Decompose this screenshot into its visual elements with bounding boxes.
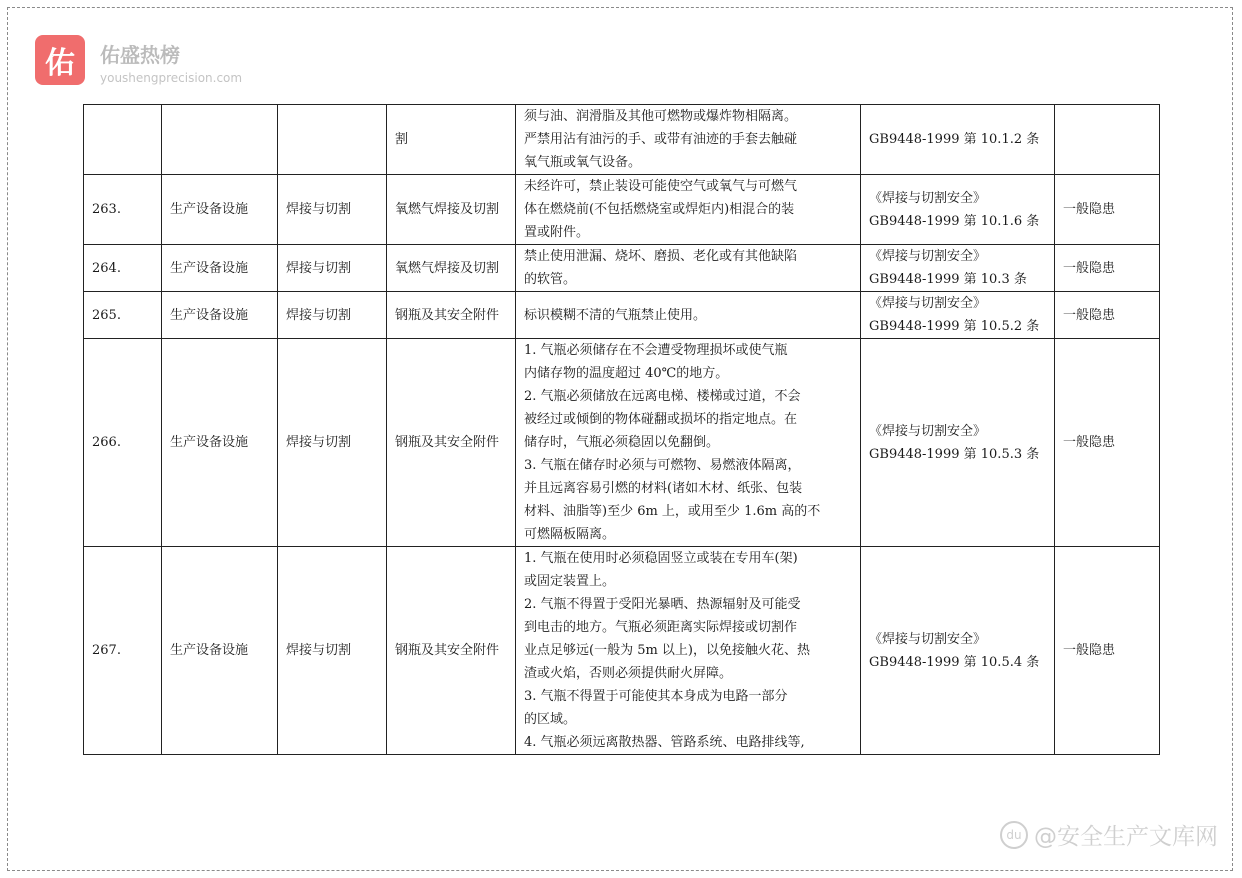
cell-category bbox=[162, 105, 278, 175]
cell-type: 焊接与切割 bbox=[278, 245, 387, 292]
cell-ref: 《焊接与切割安全》 GB9448-1999 第 10.5.4 条 bbox=[861, 547, 1055, 755]
table-row bbox=[84, 245, 1160, 292]
cell-content: 未经许可，禁止装设可能使空气或氧气与可燃气 体在燃烧前(不包括燃烧室或焊炬内)相混合的装 置或附件。 bbox=[516, 175, 861, 245]
paw-icon: du bbox=[1000, 821, 1028, 849]
cell-type: 焊接与切割 bbox=[278, 547, 387, 755]
cell-item: 割 bbox=[387, 105, 516, 175]
cell-type: 焊接与切割 bbox=[278, 175, 387, 245]
cell-no: 266. bbox=[84, 339, 162, 547]
hazard-table bbox=[83, 104, 1160, 755]
table-row bbox=[84, 339, 1160, 547]
cell-content: 1. 气瓶必须储存在不会遭受物理损坏或使气瓶 内储存物的温度超过 40℃的地方。 2. 气瓶必须储放在远离电梯、楼梯或过道，不会 被经过或倾倒的物体碰翻或损坏的指定地点。在 储存时，气瓶必须稳固以免翻倒。 3. 气瓶在储存时必须与可燃物、易燃液体隔离， 并且远离容易引燃的材料(诸如木材、纸张、包装 材料、油脂等)至少 6m 上，或用至少 1.6m 高的不 可燃隔板隔离。 bbox=[516, 339, 861, 547]
cell-no bbox=[84, 105, 162, 175]
table-row bbox=[84, 547, 1160, 755]
cell-content: 禁止使用泄漏、烧坏、磨损、老化或有其他缺陷 的软管。 bbox=[516, 245, 861, 292]
cell-item: 氧燃气焊接及切割 bbox=[387, 175, 516, 245]
cell-level: 一般隐患 bbox=[1055, 175, 1160, 245]
cell-no: 263. bbox=[84, 175, 162, 245]
cell-no: 264. bbox=[84, 245, 162, 292]
cell-content: 须与油、润滑脂及其他可燃物或爆炸物相隔离。 严禁用沾有油污的手、或带有油迹的手套去触碰 氧气瓶或氧气设备。 bbox=[516, 105, 861, 175]
cell-category: 生产设备设施 bbox=[162, 292, 278, 339]
cell-ref: 《焊接与切割安全》 GB9448-1999 第 10.5.3 条 bbox=[861, 339, 1055, 547]
cell-no: 267. bbox=[84, 547, 162, 755]
cell-no: 265. bbox=[84, 292, 162, 339]
cell-content: 标识模糊不清的气瓶禁止使用。 bbox=[516, 292, 861, 339]
cell-type bbox=[278, 105, 387, 175]
cell-item: 氧燃气焊接及切割 bbox=[387, 245, 516, 292]
cell-content: 1. 气瓶在使用时必须稳固竖立或装在专用车(架) 或固定装置上。 2. 气瓶不得置于受阳光暴晒、热源辐射及可能受 到电击的地方。气瓶必须距离实际焊接或切割作 业点足够远(一般为 5m 以上)，以免接触火花、热 渣或火焰，否则必须提供耐火屏障。 3. 气瓶不得置于可能使其本身成为电路一部分 的区域。 4. 气瓶必须远离散热器、管路系统、电路排线等, bbox=[516, 547, 861, 755]
cell-level: 一般隐患 bbox=[1055, 245, 1160, 292]
cell-ref: 《焊接与切割安全》 GB9448-1999 第 10.1.6 条 bbox=[861, 175, 1055, 245]
cell-type: 焊接与切割 bbox=[278, 339, 387, 547]
cell-ref: 《焊接与切割安全》 GB9448-1999 第 10.5.2 条 bbox=[861, 292, 1055, 339]
logo-name: 佑盛热榜 bbox=[100, 43, 180, 67]
cell-level bbox=[1055, 105, 1160, 175]
cell-ref: GB9448-1999 第 10.1.2 条 bbox=[861, 105, 1055, 175]
table-row bbox=[84, 105, 1160, 175]
cell-category: 生产设备设施 bbox=[162, 175, 278, 245]
logo-url: youshengprecision.com bbox=[100, 71, 243, 85]
cell-item: 钢瓶及其安全附件 bbox=[387, 547, 516, 755]
cell-item: 钢瓶及其安全附件 bbox=[387, 339, 516, 547]
table-row bbox=[84, 175, 1160, 245]
table-row bbox=[84, 292, 1160, 339]
cell-category: 生产设备设施 bbox=[162, 547, 278, 755]
cell-level: 一般隐患 bbox=[1055, 547, 1160, 755]
cell-item: 钢瓶及其安全附件 bbox=[387, 292, 516, 339]
logo-badge-icon: 佑 bbox=[35, 35, 85, 85]
watermark-text: @安全生产文库网 bbox=[1034, 824, 1218, 850]
cell-level: 一般隐患 bbox=[1055, 339, 1160, 547]
cell-level: 一般隐患 bbox=[1055, 292, 1160, 339]
cell-category: 生产设备设施 bbox=[162, 245, 278, 292]
cell-type: 焊接与切割 bbox=[278, 292, 387, 339]
cell-ref: 《焊接与切割安全》 GB9448-1999 第 10.3 条 bbox=[861, 245, 1055, 292]
watermark bbox=[1000, 818, 1218, 851]
cell-category: 生产设备设施 bbox=[162, 339, 278, 547]
